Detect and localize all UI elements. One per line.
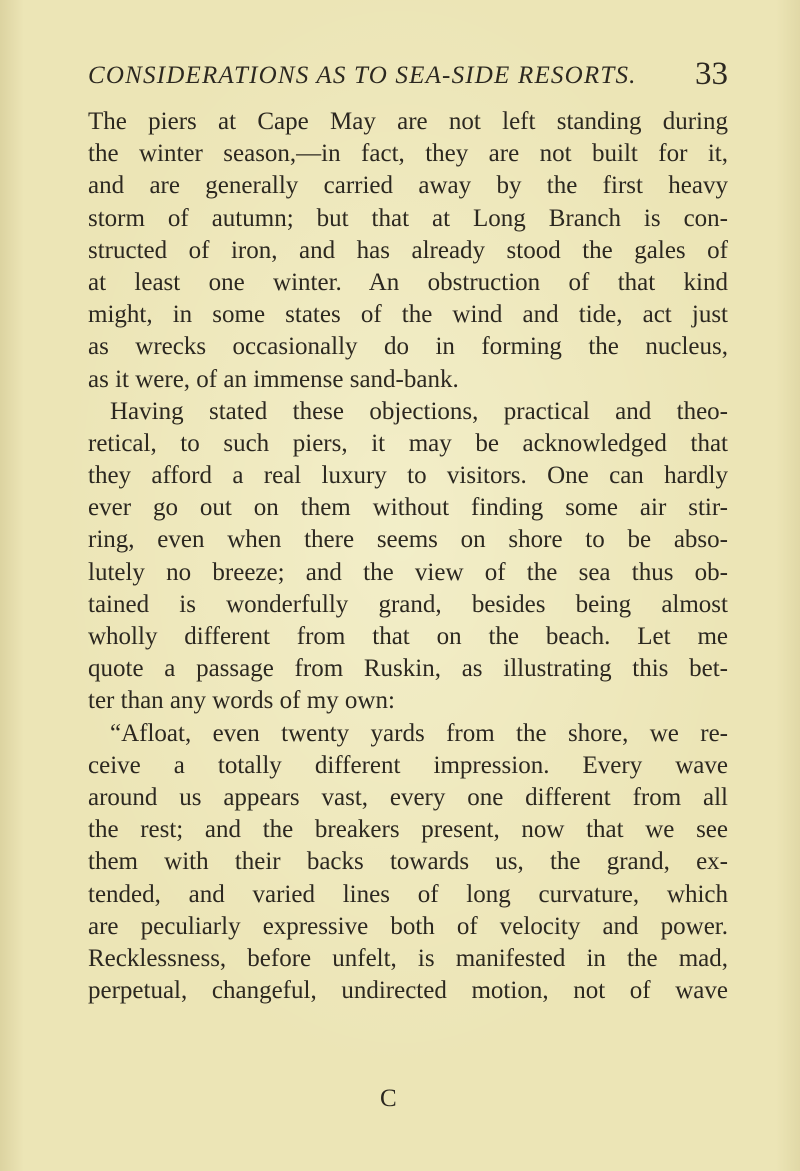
text-line: ever go out on them without finding some air stir- (88, 494, 728, 522)
text-line: Having stated these objections, practical and theo- (110, 397, 728, 425)
page-number: 33 (695, 56, 728, 92)
text-line: The piers at Cape May are not left standing during (88, 108, 728, 135)
quote-line: the rest; and the breakers present, now that we see (88, 816, 728, 844)
quote-line: tended, and varied lines of long curvature, which (88, 880, 728, 908)
quote-line: perpetual, changeful, undirected motion, not of wave (88, 977, 728, 1005)
running-head (88, 52, 728, 92)
quote-line: are peculiarly expressive both of velocity and power. (88, 912, 728, 940)
quote-line: them with their backs towards us, the grand, ex- (88, 848, 728, 876)
text-line: storm of autumn; but that at Long Branch is con- (88, 204, 728, 232)
signature-mark: C (380, 1085, 397, 1112)
text-line: ter than any words of my own: (88, 687, 395, 715)
body-text (88, 106, 728, 1007)
text-line: as wrecks occasionally do in forming the nucleus, (88, 333, 728, 361)
text-line: structed of iron, and has already stood the gales of (88, 236, 728, 264)
text-line: might, in some states of the wind and tide, act just (88, 301, 728, 329)
text-line: retical, to such piers, it may be acknowledged that (88, 429, 728, 457)
text-line: they afford a real luxury to visitors. One can hardly (88, 462, 728, 490)
text-line: as it were, of an immense sand-bank. (88, 365, 459, 393)
text-line: tained is wonderfully grand, besides being almost (88, 590, 728, 618)
quote-line: Recklessness, before unfelt, is manifested in the mad, (88, 944, 728, 972)
text-line: ring, even when there seems on shore to be abso- (88, 526, 728, 554)
quote-line: ceive a totally different impression. Every wave (88, 751, 728, 779)
text-line: at least one winter. An obstruction of that kind (88, 268, 728, 296)
running-title: CONSIDERATIONS AS TO SEA-SIDE RESORTS. (88, 62, 637, 89)
text-line: and are generally carried away by the first heavy (88, 172, 728, 200)
text-line: lutely no breeze; and the view of the sea thus ob- (88, 558, 728, 586)
text-line: wholly different from that on the beach. Let me (88, 623, 728, 650)
quote-line: around us appears vast, every one different from all (88, 783, 728, 811)
quote-line: “Afloat, even twenty yards from the shore, we re- (110, 719, 728, 747)
text-line: the winter season,—in fact, they are not built for it, (88, 140, 728, 168)
text-line: quote a passage from Ruskin, as illustrating this bet- (88, 655, 728, 683)
